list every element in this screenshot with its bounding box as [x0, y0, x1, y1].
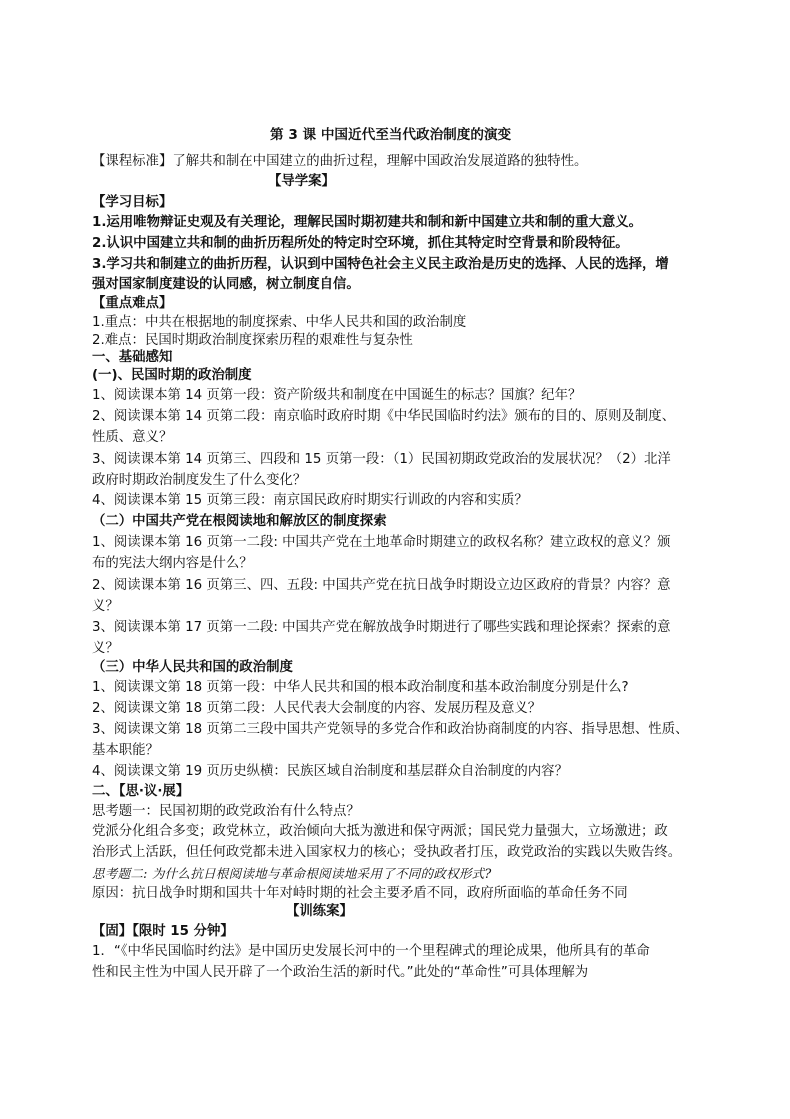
sub1-item: 政府时期政治制度发生了什么变化？ — [92, 473, 307, 488]
keypoint-1: 1.重点：中共在根据地的制度探索、中华人民共和国的政治制度 — [92, 315, 467, 330]
sub3-item: 1、阅读课文第 18 页第一段：中华人民共和国的根本政治制度和基本政治制度分别是什么? — [92, 680, 629, 695]
training-subheader: 【固】【限时 15 分钟】 — [92, 924, 234, 939]
subsection-1-heading: (一)、民国时期的政治制度 — [92, 368, 252, 383]
sub1-item: 3、阅读课本第 14 页第三、四段和 15 页第一段：（1）民国初期政党政治的发展状况？（2）北洋 — [92, 452, 671, 467]
sub2-item: 3、阅读课本第 17 页第一二段: 中国共产党在解放战争时期进行了哪些实践和理论探索？探索的意 — [92, 620, 671, 635]
objective-3: 3.学习共和制建立的曲折历程，认识到中国特色社会主义民主政治是历史的选择、人民的选择，增 — [92, 257, 669, 272]
objective-2: 2.认识中国建立共和制的曲折历程所处的特定时空环境，抓住其特定时空背景和阶段特征。 — [92, 236, 629, 251]
objectives-header: 【学习目标】 — [92, 195, 173, 210]
sub1-item: 2、阅读课本第 14 页第二段：南京临时政府时期《中华民国临时约法》颁布的目的、原则及制度、 — [92, 409, 676, 424]
training-header: 【训练案】 — [286, 904, 353, 919]
think-question-2: 思考题二: 为什么抗日根阅读地与革命根阅读地采用了不同的政权形式? — [92, 866, 492, 881]
think-answer-2: 原因：抗日战争时期和国共十年对峙时期的社会主要矛盾不同，政府所面临的革命任务不同 — [92, 886, 628, 901]
question-1-cont: 性和民主性为中国人民开辟了一个政治生活的新时代。”此处的“革命性”可具体理解为 — [92, 965, 589, 980]
sub1-item: 性质、意义？ — [92, 430, 173, 445]
sub2-item: 2、阅读课本第 16 页第三、四、五段: 中国共产党在抗日战争时期设立边区政府的背景？内容？意 — [92, 578, 671, 593]
objective-3-cont: 强对国家制度建设的认同感，树立制度自信。 — [92, 277, 360, 292]
subsection-2-heading: （二）中国共产党在根阅读地和解放区的制度探索 — [92, 514, 387, 529]
sub3-item: 基本职能？ — [92, 743, 159, 758]
keypoints-header: 【重点难点】 — [92, 296, 173, 311]
sub1-item: 4、阅读课本第 15 页第三段：南京国民政府时期实行训政的内容和实质？ — [92, 493, 528, 508]
guide-header: 【导学案】 — [268, 174, 335, 189]
sub2-item: 1、阅读课本第 16 页第一二段: 中国共产党在土地革命时期建立的政权名称？建立政权的意义？颁 — [92, 535, 671, 550]
sub3-item: 3、阅读课文第 18 页第二三段中国共产党领导的多党合作和政治协商制度的内容、指导思想、性质、 — [92, 722, 689, 737]
sub1-item: 1、阅读课本第 14 页第一段：资产阶级共和制度在中国诞生的标志？国旗？纪年？ — [92, 388, 582, 403]
subsection-3-heading: （三）中华人民共和国的政治制度 — [92, 660, 293, 675]
think-answer-1: 党派分化组合多变；政党林立，政治倾向大抵为激进和保守两派；国民党力量强大，立场激进；政 — [92, 824, 668, 839]
section-2-heading: 二、【思·议·展】 — [92, 784, 190, 799]
course-standard: 【课程标准】了解共和制在中国建立的曲折过程，理解中国政治发展道路的独特性。 — [92, 154, 588, 169]
sub2-item: 义？ — [92, 599, 119, 614]
doc-title: 第 3 课 中国近代至当代政治制度的演变 — [270, 127, 512, 143]
think-answer-1-cont: 治形式上活跃，但任何政党都未进入国家权力的核心；受执政者打压，政党政治的实践以失败告终。 — [92, 845, 682, 860]
think-question-1: 思考题一：民国初期的政党政治有什么特点？ — [92, 804, 360, 819]
question-1: 1．“《中华民国临时约法》是中国历史发展长河中的一个里程碑式的理论成果，他所具有的革命 — [92, 944, 650, 959]
sub3-item: 4、阅读课文第 19 页历史纵横：民族区域自治制度和基层群众自治制度的内容？ — [92, 764, 568, 779]
keypoint-2: 2.难点：民国时期政治制度探索历程的艰难性与复杂性 — [92, 333, 413, 348]
sub2-item: 布的宪法大纲内容是什么？ — [92, 556, 253, 571]
section-1-heading: 一、基础感知 — [92, 350, 173, 365]
sub2-item: 义？ — [92, 641, 119, 656]
objective-1: 1.运用唯物辩证史观及有关理论，理解民国时期初建共和制和新中国建立共和制的重大意义。 — [92, 215, 643, 230]
sub3-item: 2、阅读课文第 18 页第二段：人民代表大会制度的内容、发展历程及意义？ — [92, 701, 542, 716]
